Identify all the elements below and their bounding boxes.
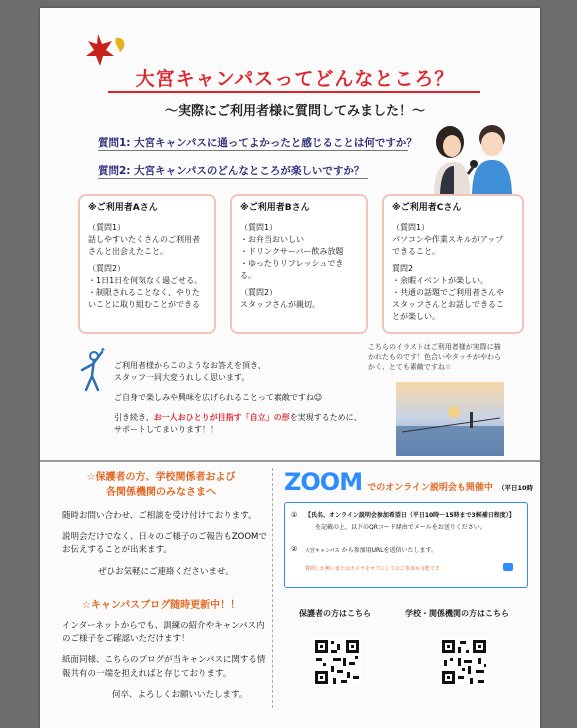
note-line: かく、とても素敵ですね☆ (368, 363, 452, 372)
section-divider (40, 460, 540, 462)
guardians-body (62, 510, 272, 579)
heading-line: ☆保護者の方、学校関係者および (86, 472, 236, 483)
cheering-person-icon (76, 346, 110, 392)
user-c-name: ※ご利用者Cさん (392, 203, 462, 213)
message-highlight: お一人おひとりが目指す「自立」の形 (153, 413, 290, 422)
message-line: 引き続き、 (114, 413, 154, 422)
qr-parent-label: 保護者の方はこちら (299, 609, 371, 618)
question-1: 質問1: 大宮キャンパスに通ってよかったと感じることは何ですか？ (98, 137, 417, 149)
guardians-heading (52, 470, 270, 500)
body-line: 報共有の一端を担えればと存じております。 (62, 668, 232, 679)
user-c-q2-line: とが楽しい。 (392, 311, 440, 321)
user-b-card (230, 194, 368, 334)
user-c-q2-label: 質問2 (392, 263, 414, 273)
user-c-q1-line: パソコンや作業スキルがアップ (392, 234, 504, 244)
user-a-q1-line: さんと出会えたこと。 (88, 246, 168, 256)
user-c-q2-line: スタッフさんとお話しできるこ (392, 299, 504, 309)
message-line: ご自身で楽しみや興味を広げられることって素敵ですね☺ (114, 393, 323, 402)
step-2-body: から参加用URLを返信いたします。 (341, 547, 438, 554)
user-b-q1-line: ・ゆったりリフレッシュできる。 (240, 258, 344, 280)
user-b-q1-line: ・ドリンクサーバー飲み放題 (240, 246, 344, 256)
zoom-header (284, 468, 534, 498)
zoom-hours: （平日10時 (498, 484, 534, 492)
body-line: インターネットからでも、訓練の紹介やキャンパス内 (62, 621, 265, 631)
column-divider (272, 468, 274, 708)
step-2-campus: 大宮キャンパス (305, 548, 340, 554)
svg-text:✦: ✦ (100, 346, 106, 354)
zoom-title: でのオンライン説明会も開催中 (367, 483, 493, 493)
user-b-q1-label: （質問1） (240, 222, 278, 232)
question-1-underline (98, 150, 408, 151)
body-line: 何卒、よろしくお願いいたします。 (112, 689, 248, 700)
user-a-card (78, 194, 216, 334)
user-a-q2-line: ・1日1日を何気なく過ごせる。 (88, 275, 203, 285)
step-1-text: 【氏名、オンライン説明会参加希望日（平日10時～15時まで3候補日程度）】 (305, 512, 515, 519)
user-a-name: ※ご利用者Aさん (88, 203, 158, 213)
message-line: ご利用者様からこのようなお答えを頂き、 (114, 361, 266, 370)
user-a-q1-label: （質問1） (88, 222, 126, 232)
user-c-q1-line: できること。 (392, 246, 440, 256)
heading-line: 各関係機関のみなさまへ (106, 487, 216, 498)
page-subtitle: ～実際にご利用者様に質問してみました！～ (164, 104, 425, 119)
thanks-message (114, 360, 374, 385)
user-a-q1-line: 話しやすいたくさんのご利用者 (88, 234, 200, 244)
user-b-q2-line: スタッフさんが親切。 (240, 299, 320, 309)
user-b-q2-label: （質問2） (240, 287, 278, 297)
user-c-q1-label: （質問1） (392, 222, 430, 232)
message-line: サポートしてまいります！！ (114, 425, 218, 435)
note-line: かれたものです！色合いやタッチがやわら (368, 353, 501, 362)
maple-leaf-icon (84, 32, 130, 68)
question-2: 質問2: 大宮キャンパスのどんなところが楽しいですか？ (98, 165, 365, 177)
video-camera-icon (503, 563, 513, 571)
blog-heading: ☆キャンパスブログ随時更新中！！ (81, 600, 241, 611)
user-a-q2-label: （質問2） (88, 263, 126, 273)
zoom-logo: ZOOM (284, 468, 363, 496)
user-a-q2-line: ・制限されることなく、やりた (88, 287, 200, 297)
user-c-q2-line: ・余暇イベントが楽しい。 (392, 275, 488, 285)
support-message (114, 412, 404, 437)
body-line: 説明会だけでなく、日々のご様子のご報告もZOOMで (62, 532, 267, 543)
body-line: 紙面同様、こちらのブログが当キャンパスに関する情 (62, 655, 266, 666)
step-2-number: ② (291, 545, 298, 553)
user-b-q1-line: ・お弁当おいしい (240, 234, 304, 244)
qr-code-parent[interactable] (313, 638, 361, 686)
interview-illustration (420, 116, 515, 198)
qr-school-label: 学校・関係機関の方はこちら (405, 609, 509, 618)
step-1-number: ① (291, 511, 298, 519)
user-b-name: ※ご利用者Bさん (240, 203, 310, 213)
body-line: お伝えすることが出来ます。 (62, 545, 172, 556)
flyer-page (40, 8, 540, 728)
body-line: 随時お問い合わせ、ご相談を受け付けております。 (62, 511, 257, 521)
user-drawing-image (396, 382, 504, 456)
user-a-q2-line: いことに取り組むことができる (88, 299, 200, 309)
qr-code-school[interactable] (440, 638, 488, 686)
body-line: ぜひお気軽にご連絡くださいませ。 (98, 566, 234, 577)
blog-body (62, 620, 272, 702)
message-line: スタッフ一同大変うれしく思います。 (114, 373, 250, 383)
step-1-sub: を記載の上、以下のQRコード経由でメールをお送りください。 (315, 524, 486, 531)
user-c-card (382, 194, 524, 334)
note-line: こちらのイラストはご利用者様が実際に描 (368, 343, 501, 351)
page-title: 大宮キャンパスってどんなところ？ (135, 68, 455, 90)
body-line: のご様子をご確認いただけます！ (62, 634, 190, 645)
title-underline (108, 91, 480, 93)
user-c-q2-line: ・共通の話題でご利用者さんや (392, 287, 504, 297)
step-2-text (305, 545, 525, 554)
zoom-steps-box (284, 502, 528, 588)
illustration-note (368, 342, 533, 372)
question-2-underline (98, 178, 368, 179)
message-line: を実現するために、 (289, 413, 362, 422)
zoom-note: 質問しか無いまたはカメラをオフにしてのご参加も可能です (305, 566, 440, 572)
